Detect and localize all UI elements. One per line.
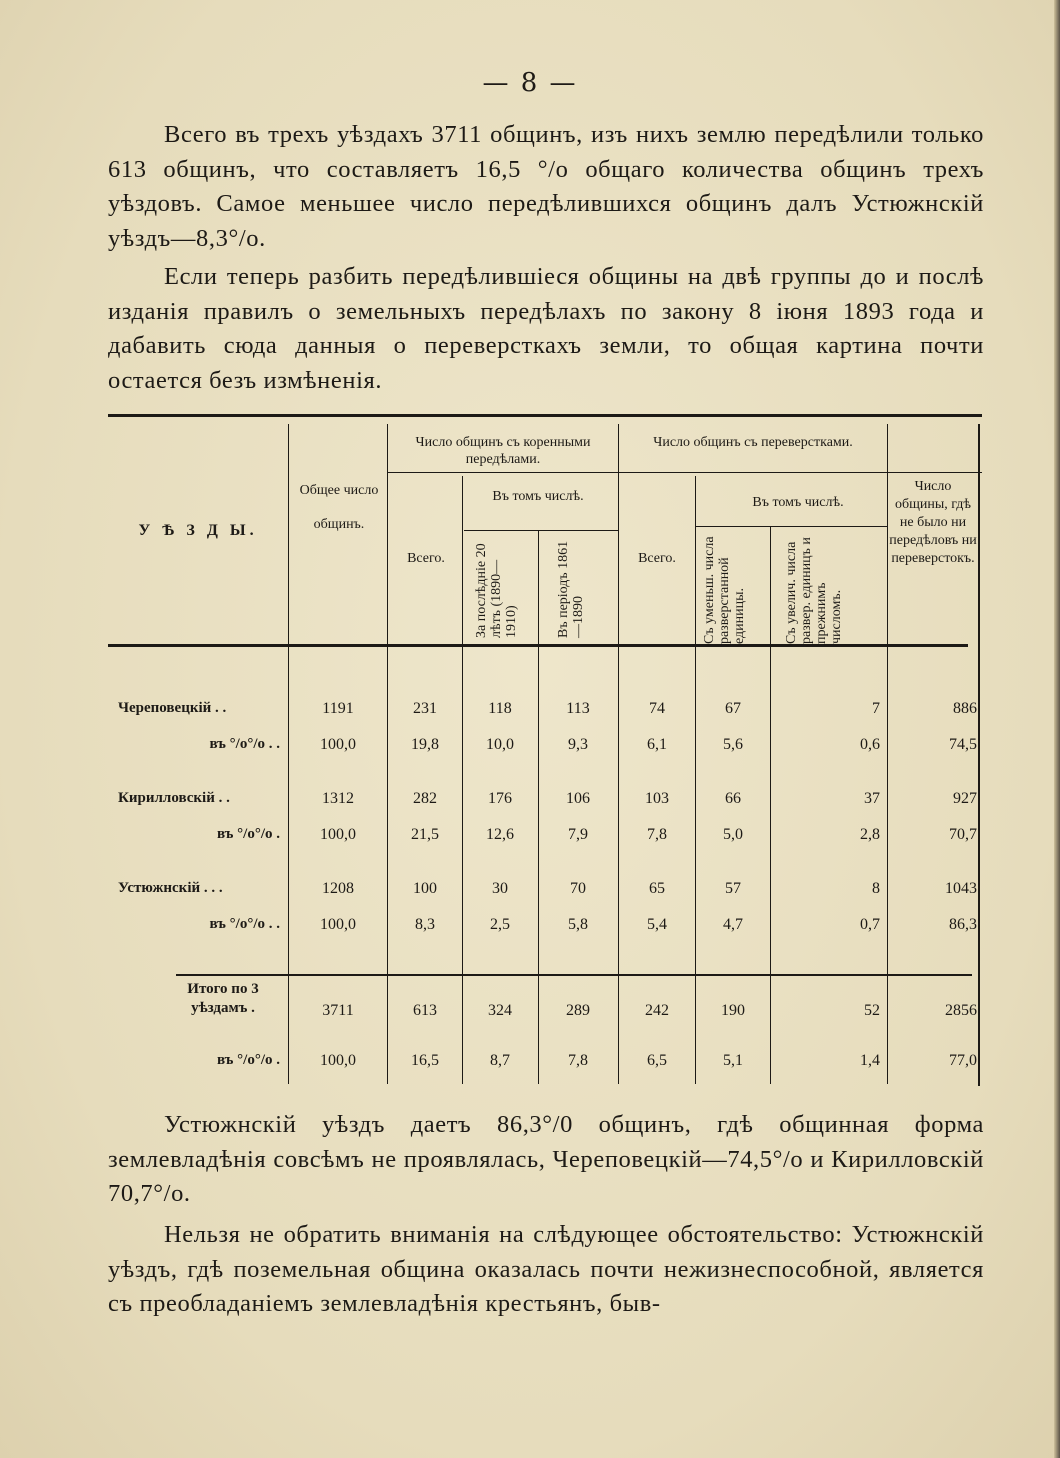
table-cell: 6,1 bbox=[647, 736, 667, 753]
header-vsego-1: Всего. bbox=[407, 551, 445, 566]
table-cell: 324 bbox=[488, 1002, 512, 1019]
table-cell: 3711 bbox=[322, 1002, 354, 1019]
header-including-2: Въ томъ числѣ. bbox=[752, 495, 844, 510]
table-cell: 1208 bbox=[322, 880, 354, 897]
page-number: — 8 — bbox=[482, 68, 578, 98]
table-cell: 289 bbox=[566, 1002, 590, 1019]
table-cell: 16,5 bbox=[411, 1052, 439, 1069]
table-cell: 70,7 bbox=[949, 826, 977, 843]
header-last-20-years: За послѣдніе 20 лѣтъ (1890—1910) bbox=[474, 543, 519, 638]
table-cell: 5,1 bbox=[723, 1052, 743, 1069]
statistics-table bbox=[108, 414, 982, 1086]
row-label: въ °/o°/o . . bbox=[209, 916, 280, 932]
table-cell: 19,8 bbox=[411, 736, 439, 753]
table-cell: 118 bbox=[488, 700, 512, 717]
table-cell: 66 bbox=[725, 790, 741, 807]
row-label: Устюжнскій . . . bbox=[118, 880, 223, 896]
table-cell: 613 bbox=[413, 1002, 437, 1019]
table-cell: 103 bbox=[645, 790, 669, 807]
table-cell: 1043 bbox=[945, 880, 977, 897]
table-cell: 113 bbox=[566, 700, 590, 717]
table-cell: 9,3 bbox=[568, 736, 588, 753]
row-label: Кирилловскій . . bbox=[118, 790, 230, 806]
table-cell: 12,6 bbox=[486, 826, 514, 843]
paragraph-4: Нельзя не обратить вниманія на слѣдующее обстоятельство: Устюжнскій уѣздъ, гдѣ поземельная община оказалась почти нежизнеспособной, является съ преобладаніемъ землевладѣнія крестьянъ, быв- bbox=[108, 1221, 984, 1317]
table-cell: 176 bbox=[488, 790, 512, 807]
table-cell: 5,8 bbox=[568, 916, 588, 933]
table-cell: 7,8 bbox=[647, 826, 667, 843]
table-cell: 5,0 bbox=[723, 826, 743, 843]
header-including-1: Въ томъ числѣ. bbox=[492, 489, 584, 504]
table-cell: 7,8 bbox=[568, 1052, 588, 1069]
table-cell: 10,0 bbox=[486, 736, 514, 753]
table-cell: 4,7 bbox=[723, 916, 743, 933]
table-cell: 37 bbox=[864, 790, 880, 807]
table-cell: 70 bbox=[570, 880, 586, 897]
table-cell: 927 bbox=[953, 790, 977, 807]
table-cell: 8,7 bbox=[490, 1052, 510, 1069]
table-cell: 886 bbox=[953, 700, 977, 717]
table-cell: 100,0 bbox=[320, 916, 356, 933]
header-period-1861-1890: Въ періодъ 1861—1890 bbox=[556, 540, 586, 638]
table-cell: 231 bbox=[413, 700, 437, 717]
row-label: въ °/o°/o . bbox=[216, 1052, 280, 1068]
header-no-redistribution: Число общины, гдѣ не было ни передѣловъ ни переверстокъ. bbox=[889, 479, 977, 566]
table-cell: 0,6 bbox=[860, 736, 880, 753]
table-cell: 5,6 bbox=[723, 736, 743, 753]
header-reverstka: Число общинъ съ переверстками. bbox=[653, 435, 853, 450]
row-label: въ °/o°/o . . bbox=[209, 736, 280, 752]
table-cell: 2,5 bbox=[490, 916, 510, 933]
table-cell: 1191 bbox=[322, 700, 354, 717]
table-cell: 7 bbox=[872, 700, 880, 717]
table-cell: 100 bbox=[413, 880, 437, 897]
paragraph-1: Всего въ трехъ уѣздахъ 3711 общинъ, изъ нихъ землю передѣлили только 613 общинъ, что составляетъ 16,5 °/o общаго количества общинъ трехъ уѣздовъ. Самое меньшее число передѣлившихся общинъ далъ Устюжнскій уѣздъ—8,3°/o. bbox=[108, 121, 984, 252]
table-cell: 1312 bbox=[322, 790, 354, 807]
table-cell: 67 bbox=[725, 700, 741, 717]
row-label: Череповецкій . . bbox=[118, 700, 227, 716]
table-cell: 30 bbox=[492, 880, 508, 897]
header-increase: Съ увелич. числа развер. единицъ и прежнимъ числомъ. bbox=[784, 537, 844, 644]
table-cell: 0,7 bbox=[860, 916, 880, 933]
header-uezdy: У Ѣ З Д Ы. bbox=[138, 522, 258, 539]
table-cell: 2856 bbox=[945, 1002, 977, 1019]
table-cell: 106 bbox=[566, 790, 590, 807]
table-cell: 282 bbox=[413, 790, 437, 807]
paragraph-3: Устюжнскій уѣздъ даетъ 86,3°/0 общинъ, гдѣ общинная форма землевладѣнія совсѣмъ не проявлялась, Череповецкій—74,5°/o и Кирилловскій 70,7°/o. bbox=[108, 1111, 984, 1207]
table-cell: 7,9 bbox=[568, 826, 588, 843]
table-cell: 74 bbox=[649, 700, 665, 717]
table-cell: 8,3 bbox=[415, 916, 435, 933]
table-cell: 1,4 bbox=[860, 1052, 880, 1069]
header-total-communes: Общее число общинъ. bbox=[299, 483, 379, 532]
header-vsego-2: Всего. bbox=[638, 551, 676, 566]
table-cell: 77,0 bbox=[949, 1052, 977, 1069]
table-cell: 74,5 bbox=[949, 736, 977, 753]
table-cell: 6,5 bbox=[647, 1052, 667, 1069]
paragraph-2: Если теперь разбить передѣлившіеся общины на двѣ группы до и послѣ изданія правилъ о земельныхъ передѣлахъ по закону 8 іюня 1893 года и дабавить сюда данныя о переверсткахъ земли, то общая картина почти остается безъ измѣненія. bbox=[108, 263, 984, 394]
table-cell: 100,0 bbox=[320, 826, 356, 843]
table-cell: 65 bbox=[649, 880, 665, 897]
table-cell: 8 bbox=[872, 880, 880, 897]
table-cell: 86,3 bbox=[949, 916, 977, 933]
table-cell: 2,8 bbox=[860, 826, 880, 843]
table-cell: 100,0 bbox=[320, 1052, 356, 1069]
table-cell: 100,0 bbox=[320, 736, 356, 753]
table-cell: 5,4 bbox=[647, 916, 667, 933]
row-label: Итого по 3 уѣздамъ . bbox=[187, 981, 259, 1016]
table-cell: 190 bbox=[721, 1002, 745, 1019]
page-edge bbox=[1054, 0, 1060, 1458]
table-cell: 242 bbox=[645, 1002, 669, 1019]
header-decrease: Съ уменьш. числа разверстанной единицы. bbox=[702, 536, 747, 644]
table-cell: 52 bbox=[864, 1002, 880, 1019]
header-root-redistribution: Число общинъ съ коренными передѣлами. bbox=[415, 435, 591, 467]
table-cell: 57 bbox=[725, 880, 741, 897]
table-cell: 21,5 bbox=[411, 826, 439, 843]
row-label: въ °/o°/o . bbox=[216, 826, 280, 842]
